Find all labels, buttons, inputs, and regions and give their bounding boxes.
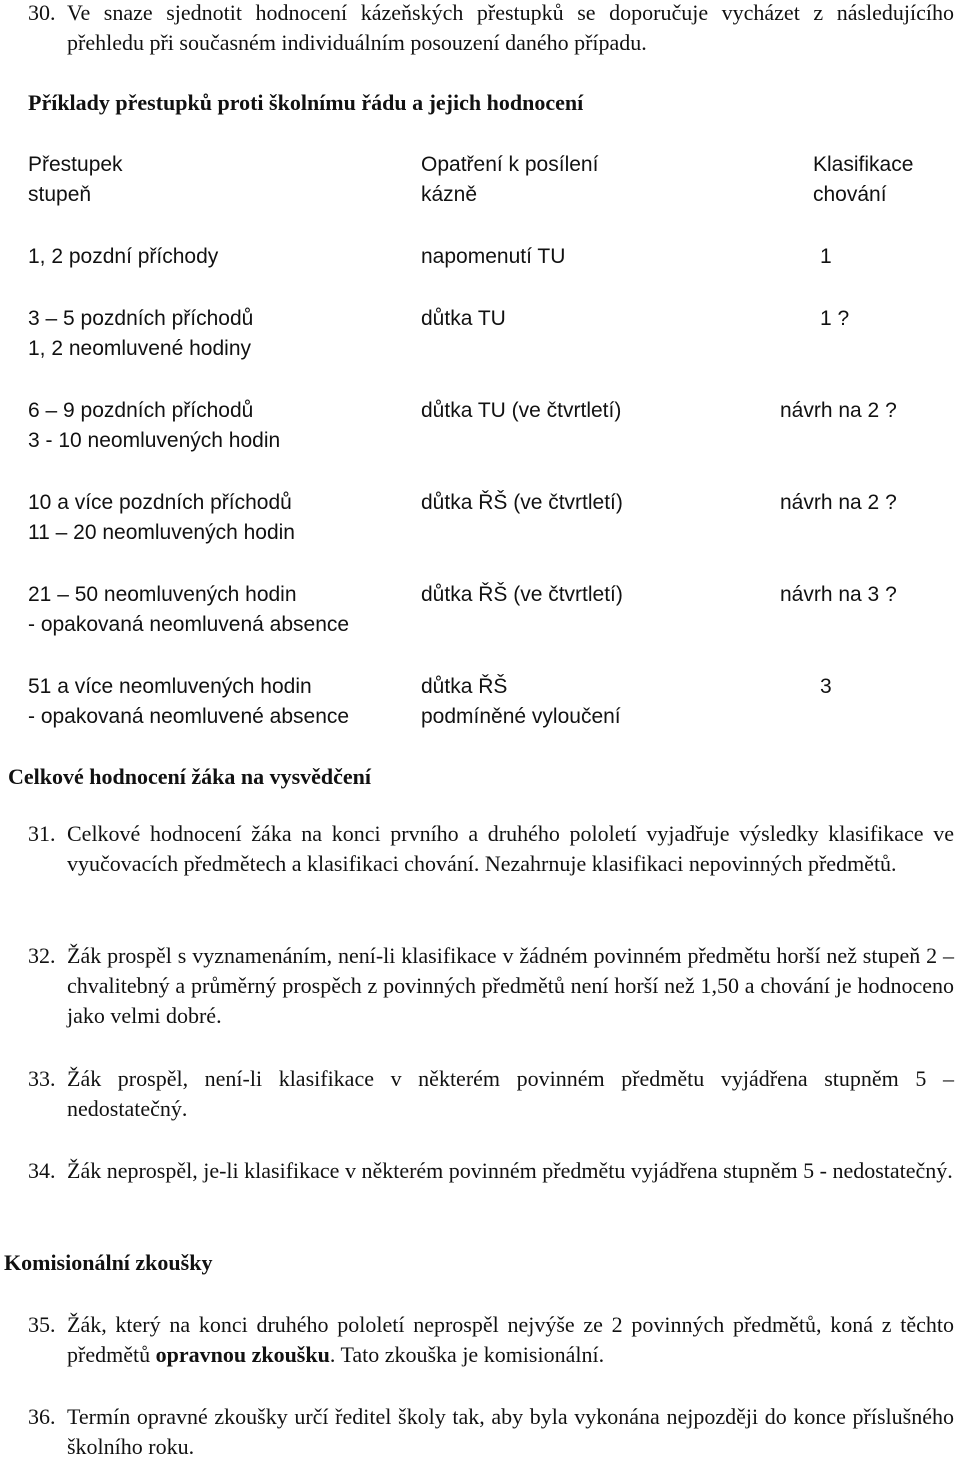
item-30-number: 30.: [28, 0, 56, 25]
row-6-offense: 51 a více neomluvených hodin: [28, 675, 312, 698]
row-6-measure-2: podmíněné vyloučení: [421, 705, 621, 728]
row-1-measure: napomenutí TU: [421, 245, 566, 268]
row-5-offense: 21 – 50 neomluvených hodin: [28, 583, 297, 606]
row-5-offense-2: - opakovaná neomluvená absence: [28, 613, 350, 636]
row-3-grade: návrh na 2 ?: [780, 399, 897, 422]
item-35-number: 35.: [28, 1312, 56, 1337]
row-5-measure: důtka ŘŠ (ve čtvrtletí): [421, 583, 623, 606]
row-4-measure: důtka ŘŠ (ve čtvrtletí): [421, 491, 623, 514]
section-heading-overall: Celkové hodnocení žáka na vysvědčení: [8, 764, 372, 789]
row-3-offense-2: 3 - 10 neomluvených hodin: [28, 429, 281, 452]
header-classification: Klasifikace: [813, 153, 914, 176]
item-35-text: [67, 1310, 954, 1370]
row-1-offense: 1, 2 pozdní příchody: [28, 245, 219, 268]
header-offense-degree: stupeň: [28, 183, 92, 206]
row-5-grade: návrh na 3 ?: [780, 583, 897, 606]
header-measure: Opatření k posílení: [421, 153, 599, 176]
row-4-grade: návrh na 2 ?: [780, 491, 897, 514]
item-31-text: Celkové hodnocení žáka na konci prvního a druhého pololetí vyjadřuje výsledky klasifikace ve vyučovacích předmětech a klasifikaci chování. Nezahrnuje klasifikaci nepovinných předmětů.: [67, 821, 954, 876]
row-6-offense-2: - opakovaná neomluvené absence: [28, 705, 350, 728]
row-3-offense: 6 – 9 pozdních příchodů: [28, 399, 254, 422]
item-33-number: 33.: [28, 1066, 56, 1091]
row-6-grade: 3: [820, 675, 832, 698]
item-31-number: 31.: [28, 821, 56, 846]
row-2-grade: 1 ?: [820, 307, 850, 330]
item-32-number: 32.: [28, 943, 56, 968]
item-34-number: 34.: [28, 1158, 56, 1183]
section-heading-exams: Komisionální zkoušky: [4, 1250, 213, 1275]
row-3-measure: důtka TU (ve čtvrtletí): [421, 399, 622, 422]
item-33-text: Žák prospěl, není-li klasifikace v některém povinném předmětu vyjádřena stupněm 5 – nedostatečný.: [67, 1066, 954, 1121]
item-36-text: Termín opravné zkoušky určí ředitel školy tak, aby byla vykonána nejpozději do konce příslušného školního roku.: [67, 1404, 954, 1459]
row-2-offense: 3 – 5 pozdních příchodů: [28, 307, 254, 330]
item-35-text-end: . Tato zkouška je komisionální.: [329, 1342, 605, 1367]
row-6-measure: důtka ŘŠ: [421, 675, 508, 698]
row-2-measure: důtka TU: [421, 307, 506, 330]
row-2-offense-2: 1, 2 neomluvené hodiny: [28, 337, 251, 360]
header-measure-2: kázně: [421, 183, 478, 206]
item-34-text: Žák neprospěl, je-li klasifikace v některém povinném předmětu vyjádřena stupněm 5 - nedostatečný.: [67, 1158, 953, 1183]
item-30-text: Ve snaze sjednotit hodnocení kázeňských přestupků se doporučuje vycházet z následujícího přehledu při současném individuálním posouzení daného případu.: [67, 0, 954, 55]
item-36-number: 36.: [28, 1404, 56, 1429]
row-4-offense: 10 a více pozdních příchodů: [28, 491, 292, 514]
table-title: Příklady přestupků proti školnímu řádu a jejich hodnocení: [28, 90, 584, 115]
item-32-text: Žák prospěl s vyznamenáním, není-li klasifikace v žádném povinném předmětu horší než stupeň 2 – chvalitebný a průměrný prospěch z povinných předmětů není horší než 1,50 a chování je hodnoceno jako velmi dobré.: [67, 943, 954, 1028]
header-offense: Přestupek: [28, 153, 123, 176]
row-1-grade: 1: [820, 245, 832, 268]
row-4-offense-2: 11 – 20 neomluvených hodin: [28, 521, 295, 544]
item-35-text-start: Žák, který na konci druhého pololetí neprospěl nejvýše ze 2 povinných předmětů, koná z těchto předmětů: [67, 1312, 954, 1367]
item-35-emphasis: opravnou zkoušku: [155, 1342, 330, 1367]
header-classification-2: chování: [813, 183, 887, 206]
